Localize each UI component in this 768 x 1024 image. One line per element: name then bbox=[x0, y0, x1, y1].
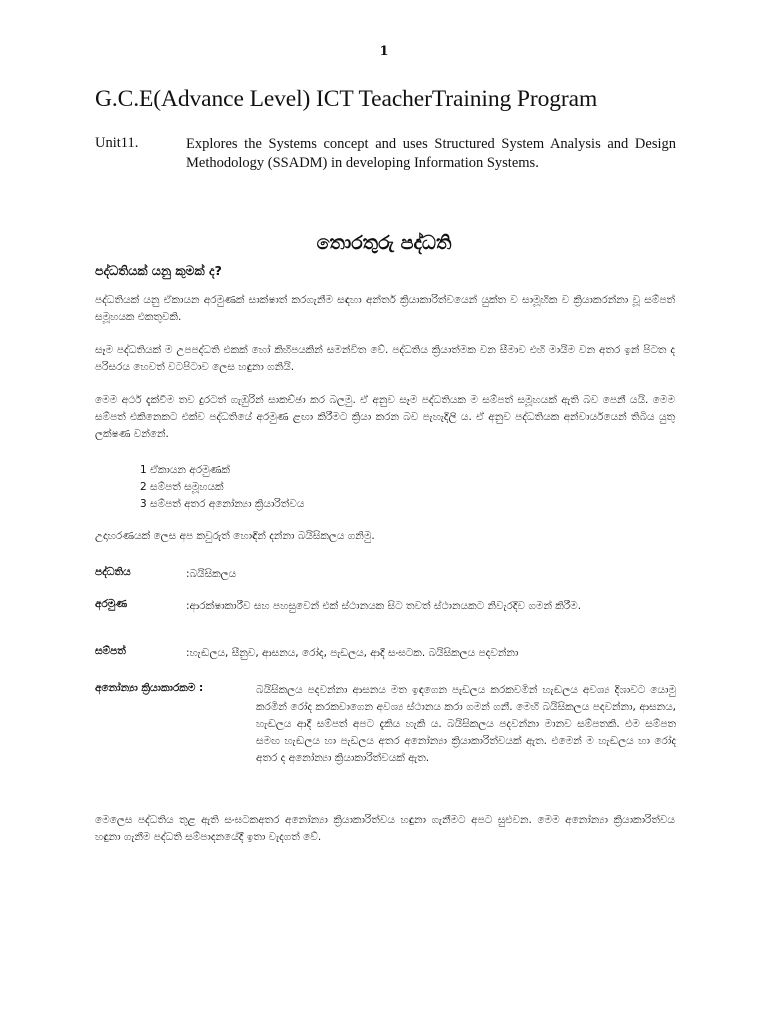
row-label-resources: සම්පත් bbox=[95, 645, 126, 657]
row-label-interaction: අනෝන්‍යා ක්‍රියාකාරකම : bbox=[95, 682, 204, 694]
row-text-system: :බයිසිකලය bbox=[186, 568, 237, 580]
row-label-system: පද්ධතිය bbox=[95, 566, 131, 578]
unit-description: Explores the Systems concept and uses Structured System Analysis and Design Methodology (SSADM) in developing Information Systems. bbox=[186, 136, 676, 171]
row-text-goal: :ආරක්ෂාකාරීව සහ පහසුවෙන් එක් ස්ථානයක සිට තවත් ස්ථානයකට නිවැරදිව ගමන් කිරීම. bbox=[186, 600, 582, 612]
list-item: 2 සම්පත් සමූහයක් bbox=[140, 481, 224, 493]
unit-code: Unit11. bbox=[95, 135, 139, 151]
row-text-interaction: බයිසිකලය පදවන්නා ආසනය මත ඉඳගෙන පැඩලය කරකවමින් හැඬලය අවශ්‍ය දිශාවට යොමු කරමින් රෝද කරකවාගෙන අවශ්‍ය ස්ථානය කරා ගමන් ගනී. මෙහි බයිසිකලය පදවන්නා, ආසනය, හැඬලය ආදී සම්පත් අපට දැකිය හැකි ය. බයිසිකලය පදවන්නා මානව සම්පතකි. එම සම්පත සමඟ හැඬලය හා පැඩලය අතර අනෝන්‍යා ක්‍රියාකාරිත්වයක් ඇත. එමෙන් ම හැඬලය හා රෝද අතර ද අනෝන්‍යා ක්‍රියාකාරිත්වයක් ඇත. bbox=[256, 684, 676, 764]
example-intro: උදාහරණයක් ලෙස අප කවුරුත් හොඳින් දන්නා බයිසිකලය ගනිමු. bbox=[95, 530, 375, 542]
row-text-resources: :හැඬලය, සීනුව, ආසනය, රෝද, පැඩලය, ආදී සංඝටක. බයිසිකලය පදවන්නා bbox=[186, 647, 519, 659]
list-item: 1 ඒකායන අරමුණක් bbox=[140, 464, 230, 476]
document-title: G.C.E(Advance Level) ICT TeacherTraining Program bbox=[95, 86, 598, 112]
paragraph-definition: පද්ධතියක් යනු ඒකායන අරමුණක් සාක්ෂාත් කරගැනීම සඳහා අන්තර් ක්‍රියාකාරිත්වයෙන් යුක්ත ව සාමූහික ව ක්‍රියාකරන්නා වූ සම්පත් සමූහයක එකතුවකි. bbox=[95, 294, 675, 323]
characteristics-list bbox=[140, 462, 304, 513]
list-item: 3 සම්පත් අතර අනෝන්‍යා ක්‍රියාරිත්වය bbox=[140, 498, 305, 510]
section-subheading: පද්ධතියක් යනු කුමක් ද? bbox=[95, 263, 222, 278]
paragraph-subsystems: සෑම පද්ධතියක් ම උපපද්ධති එකක් හෝ කිහිපයකින් සමන්විත වේ. පද්ධතිය ක්‍රියාත්මක වන සීමාව එහි මායිම වන අතර ඉන් පිටත ද පරිසරය හෙවත් වටපිටාව ලෙස හඳුනා ගනියි. bbox=[95, 344, 675, 373]
paragraph-discussion: මෙම අර්ථ දැක්වීම තව දුරටත් ගැඹුරින් සාකච්ඡා කර බලමු. ඒ අනුව සෑම පද්ධතියක ම සම්පත් සමූහයක් ඇති බව පෙනී යයි. මෙම සම්පත් එකිනෙකට එක්ව පද්ධතියේ අරමුණ ළඟා කිරීමට ක්‍රියා කරන බව පැහැදිලි ය. ඒ අනුව පද්ධතියක අන්වාර්යයෙන් තිබිය යුතු ලක්ෂණ වන්නේ. bbox=[95, 394, 675, 440]
closing-paragraph: මෙලෙස පද්ධතිය තුළ ඇති සංඝටකඅතර අනෝන්‍යා ක්‍රියාකාරිත්වය හඳුනා ගැනීමට අපට සුළුවන. මෙම අනෝන්‍යා ක්‍රියාකාරිත්වය හඳුනා ගැනීම පද්ධති සම්පාදනයේදී ඉතා වැදගත් වේ. bbox=[95, 814, 675, 843]
page-number: 1 bbox=[379, 44, 389, 59]
section-heading: තොරතුරු පද්ධති bbox=[316, 232, 452, 254]
row-label-goal: අරමුණ bbox=[95, 598, 128, 610]
